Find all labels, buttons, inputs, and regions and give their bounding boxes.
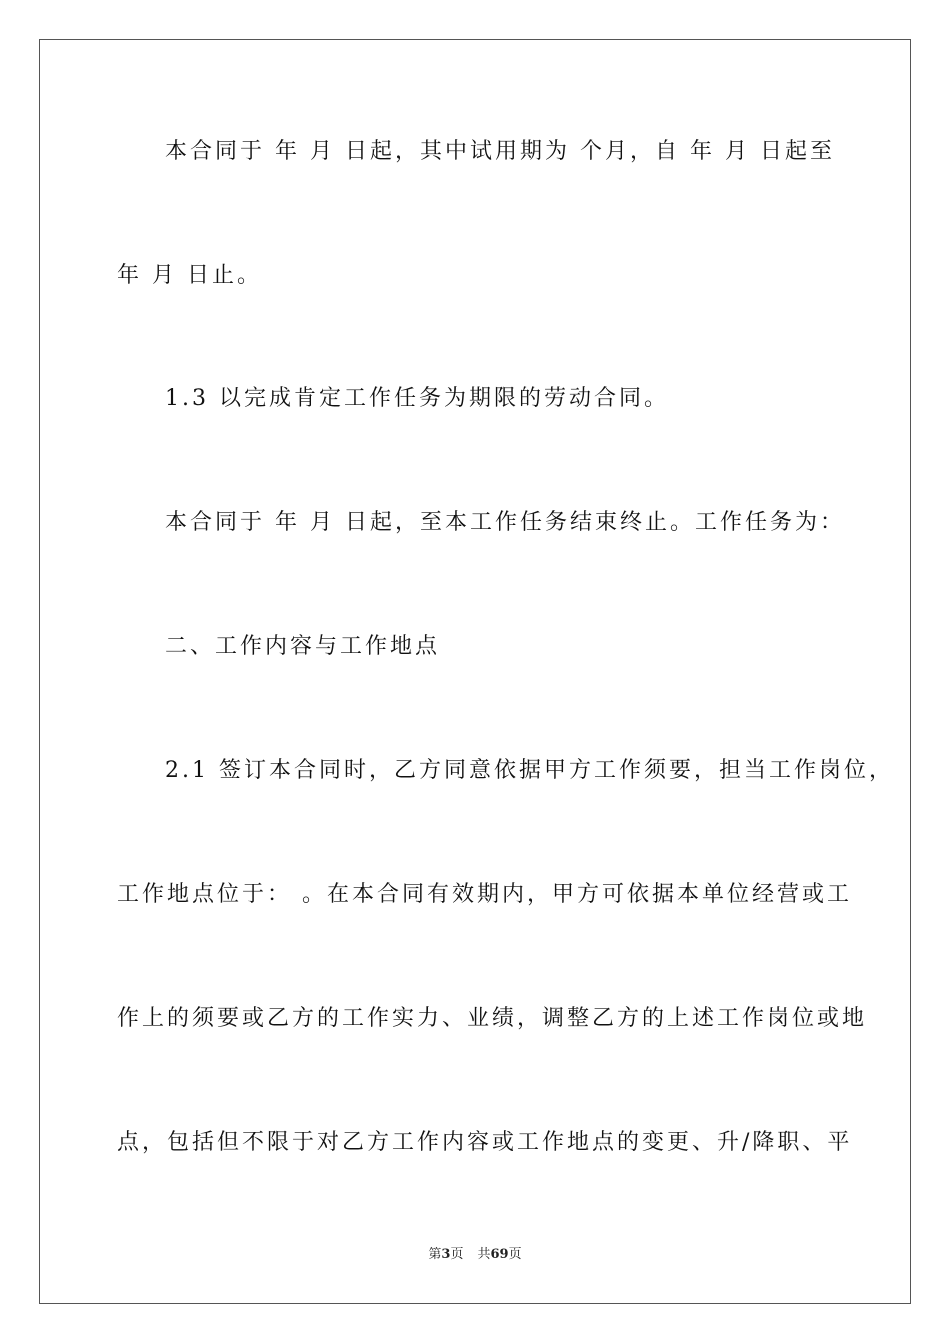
clause-1-3-text: 本合同于 年 月 日起，至本工作任务结束终止。工作任务为： [165, 510, 845, 535]
total-suffix: 页 [508, 1247, 522, 1262]
clause-1-3-heading: 1.3 以完成肯定工作任务为期限的劳动合同。 [165, 386, 669, 411]
section-2-heading: 二、工作内容与工作地点 [165, 634, 441, 659]
page-suffix: 页 [450, 1247, 464, 1262]
page-number: 3 [441, 1247, 451, 1262]
clause-2-1-line-2: 工作地点位于： 。在本合同有效期内，甲方可依据本单位经营或工 [117, 882, 852, 907]
total-prefix: 共 [477, 1247, 491, 1262]
page-frame [39, 39, 911, 1304]
contract-term-line-1: 本合同于 年 月 日起，其中试用期为 个月，自 年 月 日起至 [165, 139, 835, 164]
total-pages: 69 [490, 1247, 509, 1262]
contract-term-line-2: 年 月 日止。 [117, 263, 262, 288]
clause-2-1-line-1: 2.1 签订本合同时，乙方同意依据甲方工作须要，担当工作岗位， [165, 758, 894, 783]
clause-2-1-line-4: 点，包括但不限于对乙方工作内容或工作地点的变更、升/降职、平 [117, 1130, 853, 1155]
page-prefix: 第 [428, 1247, 442, 1262]
page-footer [0, 1247, 950, 1263]
clause-2-1-line-3: 作上的须要或乙方的工作实力、业绩，调整乙方的上述工作岗位或地 [117, 1006, 868, 1031]
